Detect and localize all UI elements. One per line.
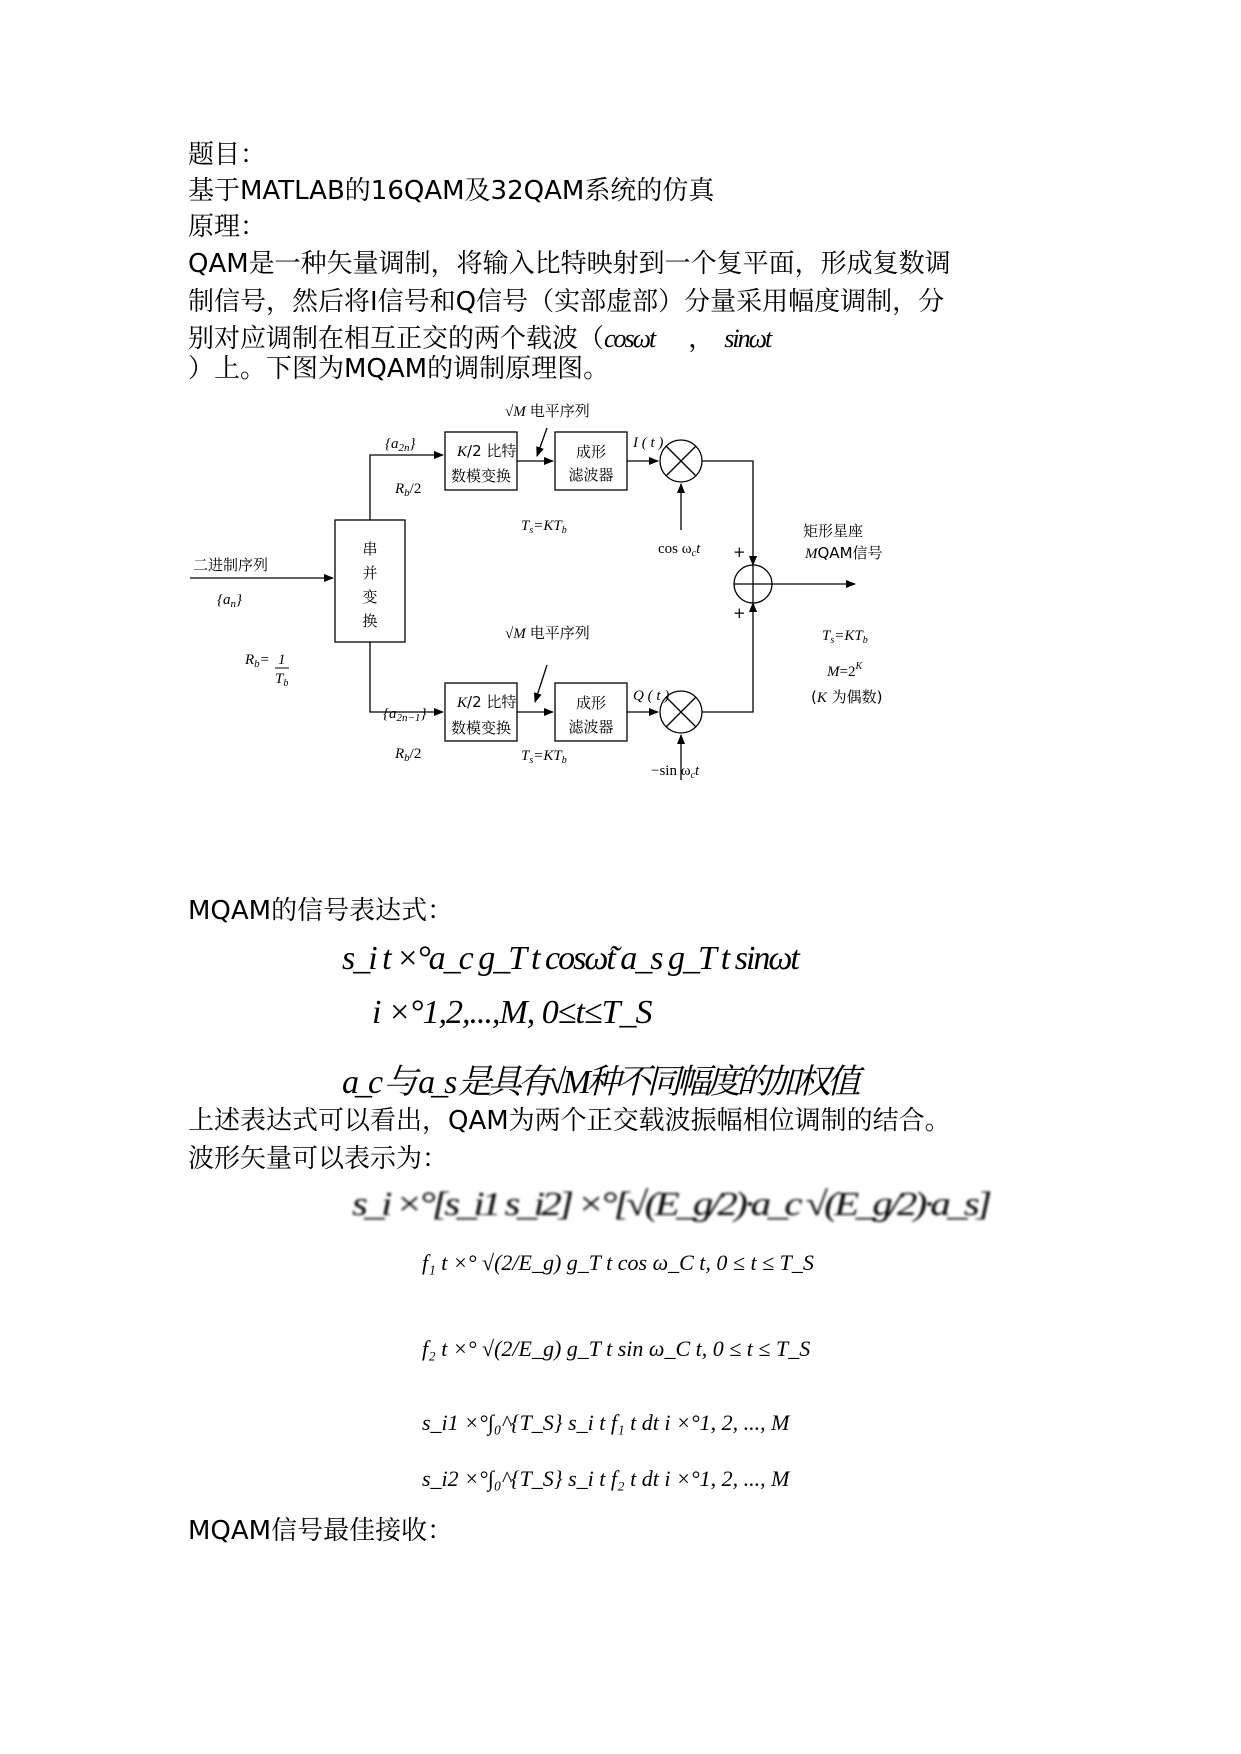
- principle-label: 原理：: [188, 212, 267, 242]
- sin-carrier-label: −sin $\omega_ct$: [651, 763, 700, 781]
- lower-filter-line2: 滤波器: [568, 718, 614, 736]
- upper-ts: $T_s=KT_b$: [521, 518, 567, 536]
- sp-char-2: 并: [362, 564, 378, 582]
- para2-line1: 上述表达式可以看出，QAM为两个正交载波振幅相位调制的结合。: [188, 1106, 951, 1136]
- upper-filter-line2: 滤波器: [568, 466, 614, 484]
- formula-vector: s_i ×°[s_i1 s_i2] ×°[√(E_g/2)·a_c √(E_g/2)·a_s]: [352, 1186, 989, 1223]
- cos-carrier-inline: cosωt: [604, 324, 655, 353]
- lower-branch-line: [370, 642, 443, 712]
- upper-level-seq: √M 电平序列: [505, 402, 590, 420]
- plus-lower: +: [733, 604, 746, 622]
- receive-label: MQAM信号最佳接收：: [188, 1516, 454, 1546]
- i-label: I ( t ): [633, 435, 664, 451]
- output-line2: MQAM信号: [805, 544, 883, 562]
- lower-dac-line1: K/2 比特: [457, 693, 517, 711]
- lower-half-rate: $R_b/2$: [395, 746, 422, 764]
- expr-label: MQAM的信号表达式：: [188, 896, 454, 926]
- bit-rate-label: $R_b=$: [245, 652, 270, 670]
- q-label: Q ( t ): [633, 688, 670, 704]
- inline-separator: ，: [688, 324, 715, 354]
- upper-filter-line1: 成形: [575, 443, 607, 461]
- sin-carrier-inline: sinωt: [724, 324, 771, 353]
- para1-line3-text: 别对应调制在相互正交的两个载波（: [188, 324, 605, 354]
- upper-seq: $\{a_{2n}\}$: [385, 436, 416, 454]
- sp-char-4: 换: [362, 612, 378, 630]
- formula-basis-f1: f₁ t ×° √(2/E_g) g_T t cos ω_C t, 0 ≤ t ≤ T_S: [422, 1250, 814, 1275]
- para1-line2: 制信号，然后将I信号和Q信号（实部虚部）分量采用幅度调制，分: [188, 287, 945, 317]
- mqam-modulation-diagram: [193, 402, 1005, 790]
- cos-carrier-label: $\cos \omega_ct$: [658, 541, 701, 559]
- lower-dac-line2: 数模变换: [450, 719, 512, 737]
- input-seq: $\{a_n\}$: [217, 592, 242, 610]
- formula-si1: s_i1 ×°∫₀^{T_S} s_i t f₁ t dt i ×°1, 2, ..., M: [422, 1410, 790, 1435]
- plus-upper: +: [733, 543, 746, 561]
- sp-char-1: 串: [362, 540, 378, 558]
- formula-weights: a_c 与 a_s 是具有√M种不同幅度的加权值: [342, 1064, 857, 1101]
- input-label: 二进制序列: [193, 556, 269, 574]
- bit-rate-den: $T_b$: [275, 671, 289, 689]
- lower-level-seq: √M 电平序列: [505, 624, 590, 642]
- output-line1: 矩形星座: [803, 522, 864, 540]
- para2-line2: 波形矢量可以表示为：: [188, 1144, 449, 1174]
- para1-line4: ）上。下图为MQAM的调制原理图。: [188, 354, 610, 384]
- m-equals: $M=2^K$: [827, 661, 863, 680]
- output-ts: $T_s=KT_b$: [822, 628, 868, 646]
- sp-char-3: 变: [362, 588, 378, 606]
- upper-dac-line1: K/2 比特: [457, 442, 517, 460]
- upper-half-rate: $R_b/2$: [395, 481, 422, 499]
- formula-signal: s_i t ×°a_c g_T t cosω̃t a_s g_T t sinωt: [342, 940, 798, 977]
- heading-label: 题目：: [188, 140, 267, 170]
- k-even-note: (K 为偶数): [811, 688, 883, 706]
- formula-si2: s_i2 ×°∫₀^{T_S} s_i t f₂ t dt i ×°1, 2, ..., M: [422, 1466, 790, 1491]
- upper-dac-line2: 数模变换: [450, 467, 512, 485]
- document-title: 基于MATLAB的16QAM及32QAM系统的仿真: [188, 176, 715, 206]
- lower-ts: $T_s=KT_b$: [521, 748, 567, 766]
- lower-seq: $\{a_{2n-1}\}$: [383, 706, 427, 724]
- upper-level-arrow: [537, 428, 547, 456]
- para1-line1: QAM是一种矢量调制，将输入比特映射到一个复平面，形成复数调: [188, 249, 951, 279]
- bit-rate-num: 1: [278, 652, 286, 668]
- formula-basis-f2: f₂ t ×° √(2/E_g) g_T t sin ω_C t, 0 ≤ t ≤ T_S: [422, 1336, 811, 1361]
- lower-level-arrow: [535, 665, 547, 702]
- lower-filter-line1: 成形: [575, 694, 607, 712]
- formula-index-range: i ×°1,2,...,M, 0≤t≤T_S: [372, 994, 652, 1031]
